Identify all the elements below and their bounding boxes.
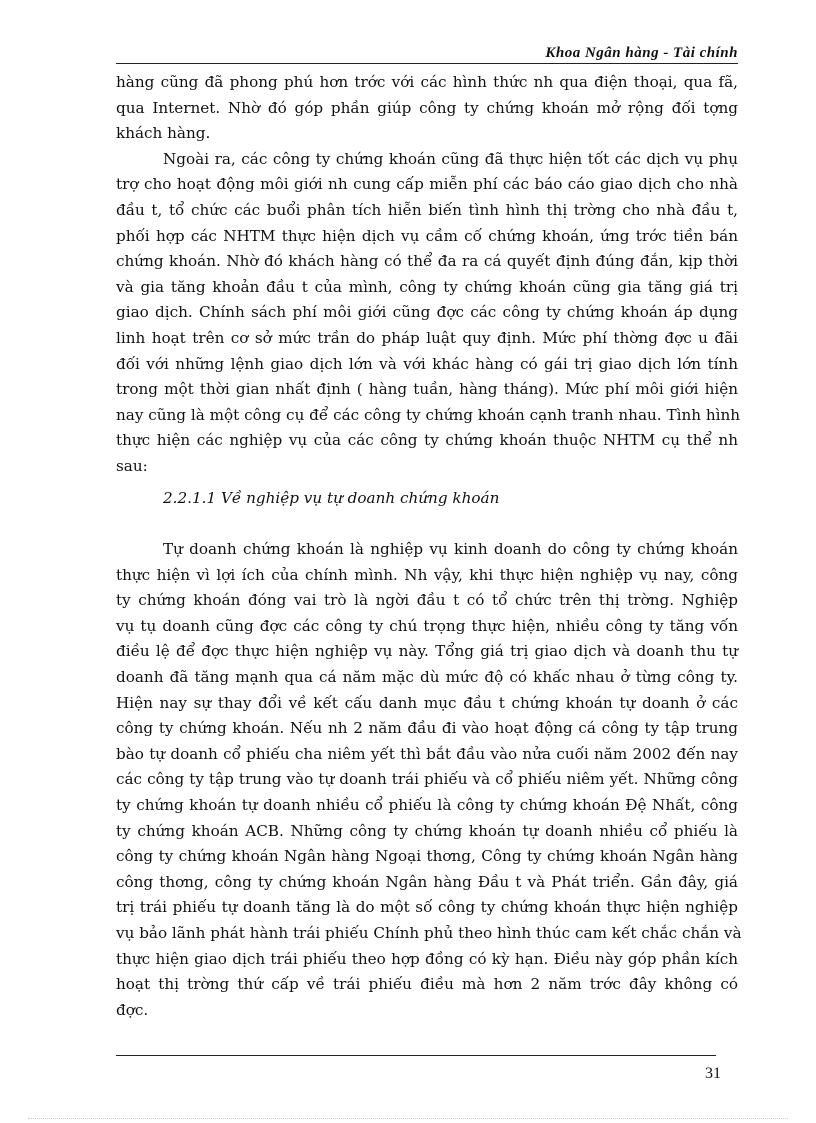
footer-divider	[116, 1055, 716, 1056]
text-line: ty chứng khoán ACB. Những công ty chứng khoán tự doanh nhiều cổ phiếu là	[116, 821, 738, 840]
page-number: 31	[705, 1065, 721, 1082]
text-line: qua Internet. Nhờ đó góp phần giúp công ty chứng khoán mở rộng đối tợng	[116, 98, 738, 117]
text-line: đợc.	[116, 1000, 149, 1019]
paragraph-continuation	[116, 70, 738, 147]
text-line: phối hợp các NHTM thực hiện dịch vụ cầm cố chứng khoán, ứng trớc tiền bán	[116, 226, 738, 245]
text-line: hàng cũng đã phong phú hơn trớc với các hình thức nh qua điện thoại, qua fã,	[116, 73, 738, 91]
text-line: khách hàng.	[116, 124, 211, 143]
text-line: nay cũng là một công cụ để các công ty chứng khoán cạnh tranh nhau. Tình hình	[116, 405, 741, 424]
document-body	[116, 70, 742, 1023]
text-line: công ty chứng khoán Ngân hàng Ngoại thơng, Công ty chứng khoán Ngân hàng	[116, 847, 738, 866]
text-line: ty chứng khoán tự doanh nhiều cổ phiếu là công ty chứng khoán Đệ Nhất, công	[116, 796, 738, 815]
page-header-title: Khoa Ngân hàng - Tài chính	[545, 45, 738, 61]
text-line: thực hiện các nghiệp vụ của các công ty chứng khoán thuộc NHTM cụ thể nh	[116, 431, 738, 450]
text-line: hoạt thị trờng thứ cấp về trái phiếu điều mà hơn 2 năm trớc đây không có	[116, 975, 738, 994]
text-line: điều lệ để đợc thực hiện nghiệp vụ này. Tổng giá trị giao dịch và doanh thu tự	[116, 642, 738, 661]
text-line: các công ty tập trung vào tự doanh trái phiếu và cổ phiếu niêm yết. Những công	[116, 770, 738, 789]
text-line: và gia tăng khoản đầu t của mình, công ty chứng khoán cũng gia tăng giá trị	[116, 277, 738, 296]
section-heading: 2.2.1.1 Về nghiệp vụ tự doanh chứng khoán	[163, 488, 500, 507]
text-line: đối với những lệnh giao dịch lớn và với khác hàng có gái trị giao dịch lớn tính	[116, 354, 738, 373]
page-bottom-border	[28, 1118, 788, 1119]
text-line: Tự doanh chứng khoán là nghiệp vụ kinh doanh do công ty chứng khoán	[163, 540, 738, 559]
text-line: thực hiện vì lợi ích của chính mình. Nh vậy, khi thực hiện nghiệp vụ nay, công	[116, 565, 738, 584]
text-line: đầu t, tổ chức các buổi phân tích hiễn biến tình hình thị trờng cho nhà đầu t,	[116, 200, 738, 219]
text-line: vụ tụ doanh cũng đợc các công ty chú trọng thực hiện, nhiều công ty tăng vốn	[116, 616, 738, 635]
header-divider	[116, 63, 738, 64]
text-line: Hiện nay sự thay đổi về kết cấu danh mục đầu t chứng khoán tự doanh ở các	[116, 693, 738, 712]
text-line: chứng khoán. Nhờ đó khách hàng có thể đa ra cá quyết định đúng đắn, kịp thời	[116, 252, 738, 271]
text-line: ty chứng khoán đóng vai trò là ngời đầu t có tổ chức trên thị trờng. Nghiệp	[116, 591, 738, 610]
text-line: thực hiện giao dịch trái phiếu theo hợp đồng có kỳ hạn. Điều này góp phần kích	[116, 949, 738, 968]
paragraph-services	[116, 147, 741, 480]
text-line: sau:	[116, 456, 148, 475]
text-line: công ty chứng khoán. Nếu nh 2 năm đầu đi vào hoạt động cá công ty tập trung	[116, 719, 738, 738]
text-line: trợ cho hoạt động môi giới nh cung cấp miễn phí các báo cáo giao dịch cho nhà	[116, 175, 738, 194]
text-line: doanh đã tăng mạnh qua cá năm mặc dù mức độ có khấc nhau ở từng công ty.	[116, 668, 738, 687]
text-line: linh hoạt trên cơ sở mức trần do pháp luật quy định. Mức phí thờng đợc u đãi	[116, 328, 738, 347]
text-line: giao dịch. Chính sách phí môi giới cũng đợc các công ty chứng khoán áp dụng	[116, 303, 738, 322]
text-line: trong một thời gian nhất định ( hàng tuần, hàng tháng). Mức phí môi giới hiện	[116, 380, 738, 399]
blank-line	[116, 511, 738, 537]
paragraph-proprietary-trading	[116, 537, 742, 1023]
text-line: Ngoài ra, các công ty chứng khoán cũng đã thực hiện tốt các dịch vụ phụ	[163, 149, 738, 168]
text-line: trị trái phiếu tự doanh tăng là do một số công ty chứng khoán thực hiện nghiệp	[116, 898, 738, 917]
text-line: bào tự doanh cổ phiếu cha niêm yết thì bắt đầu vào nửa cuối năm 2002 đến nay	[116, 744, 738, 763]
text-line: vụ bảo lãnh phát hành trái phiếu Chính phủ theo hình thúc cam kết chắc chắn và	[116, 924, 742, 942]
text-line: công thơng, công ty chứng khoán Ngân hàng Đầu t và Phát triển. Gần đây, giá	[116, 872, 738, 891]
